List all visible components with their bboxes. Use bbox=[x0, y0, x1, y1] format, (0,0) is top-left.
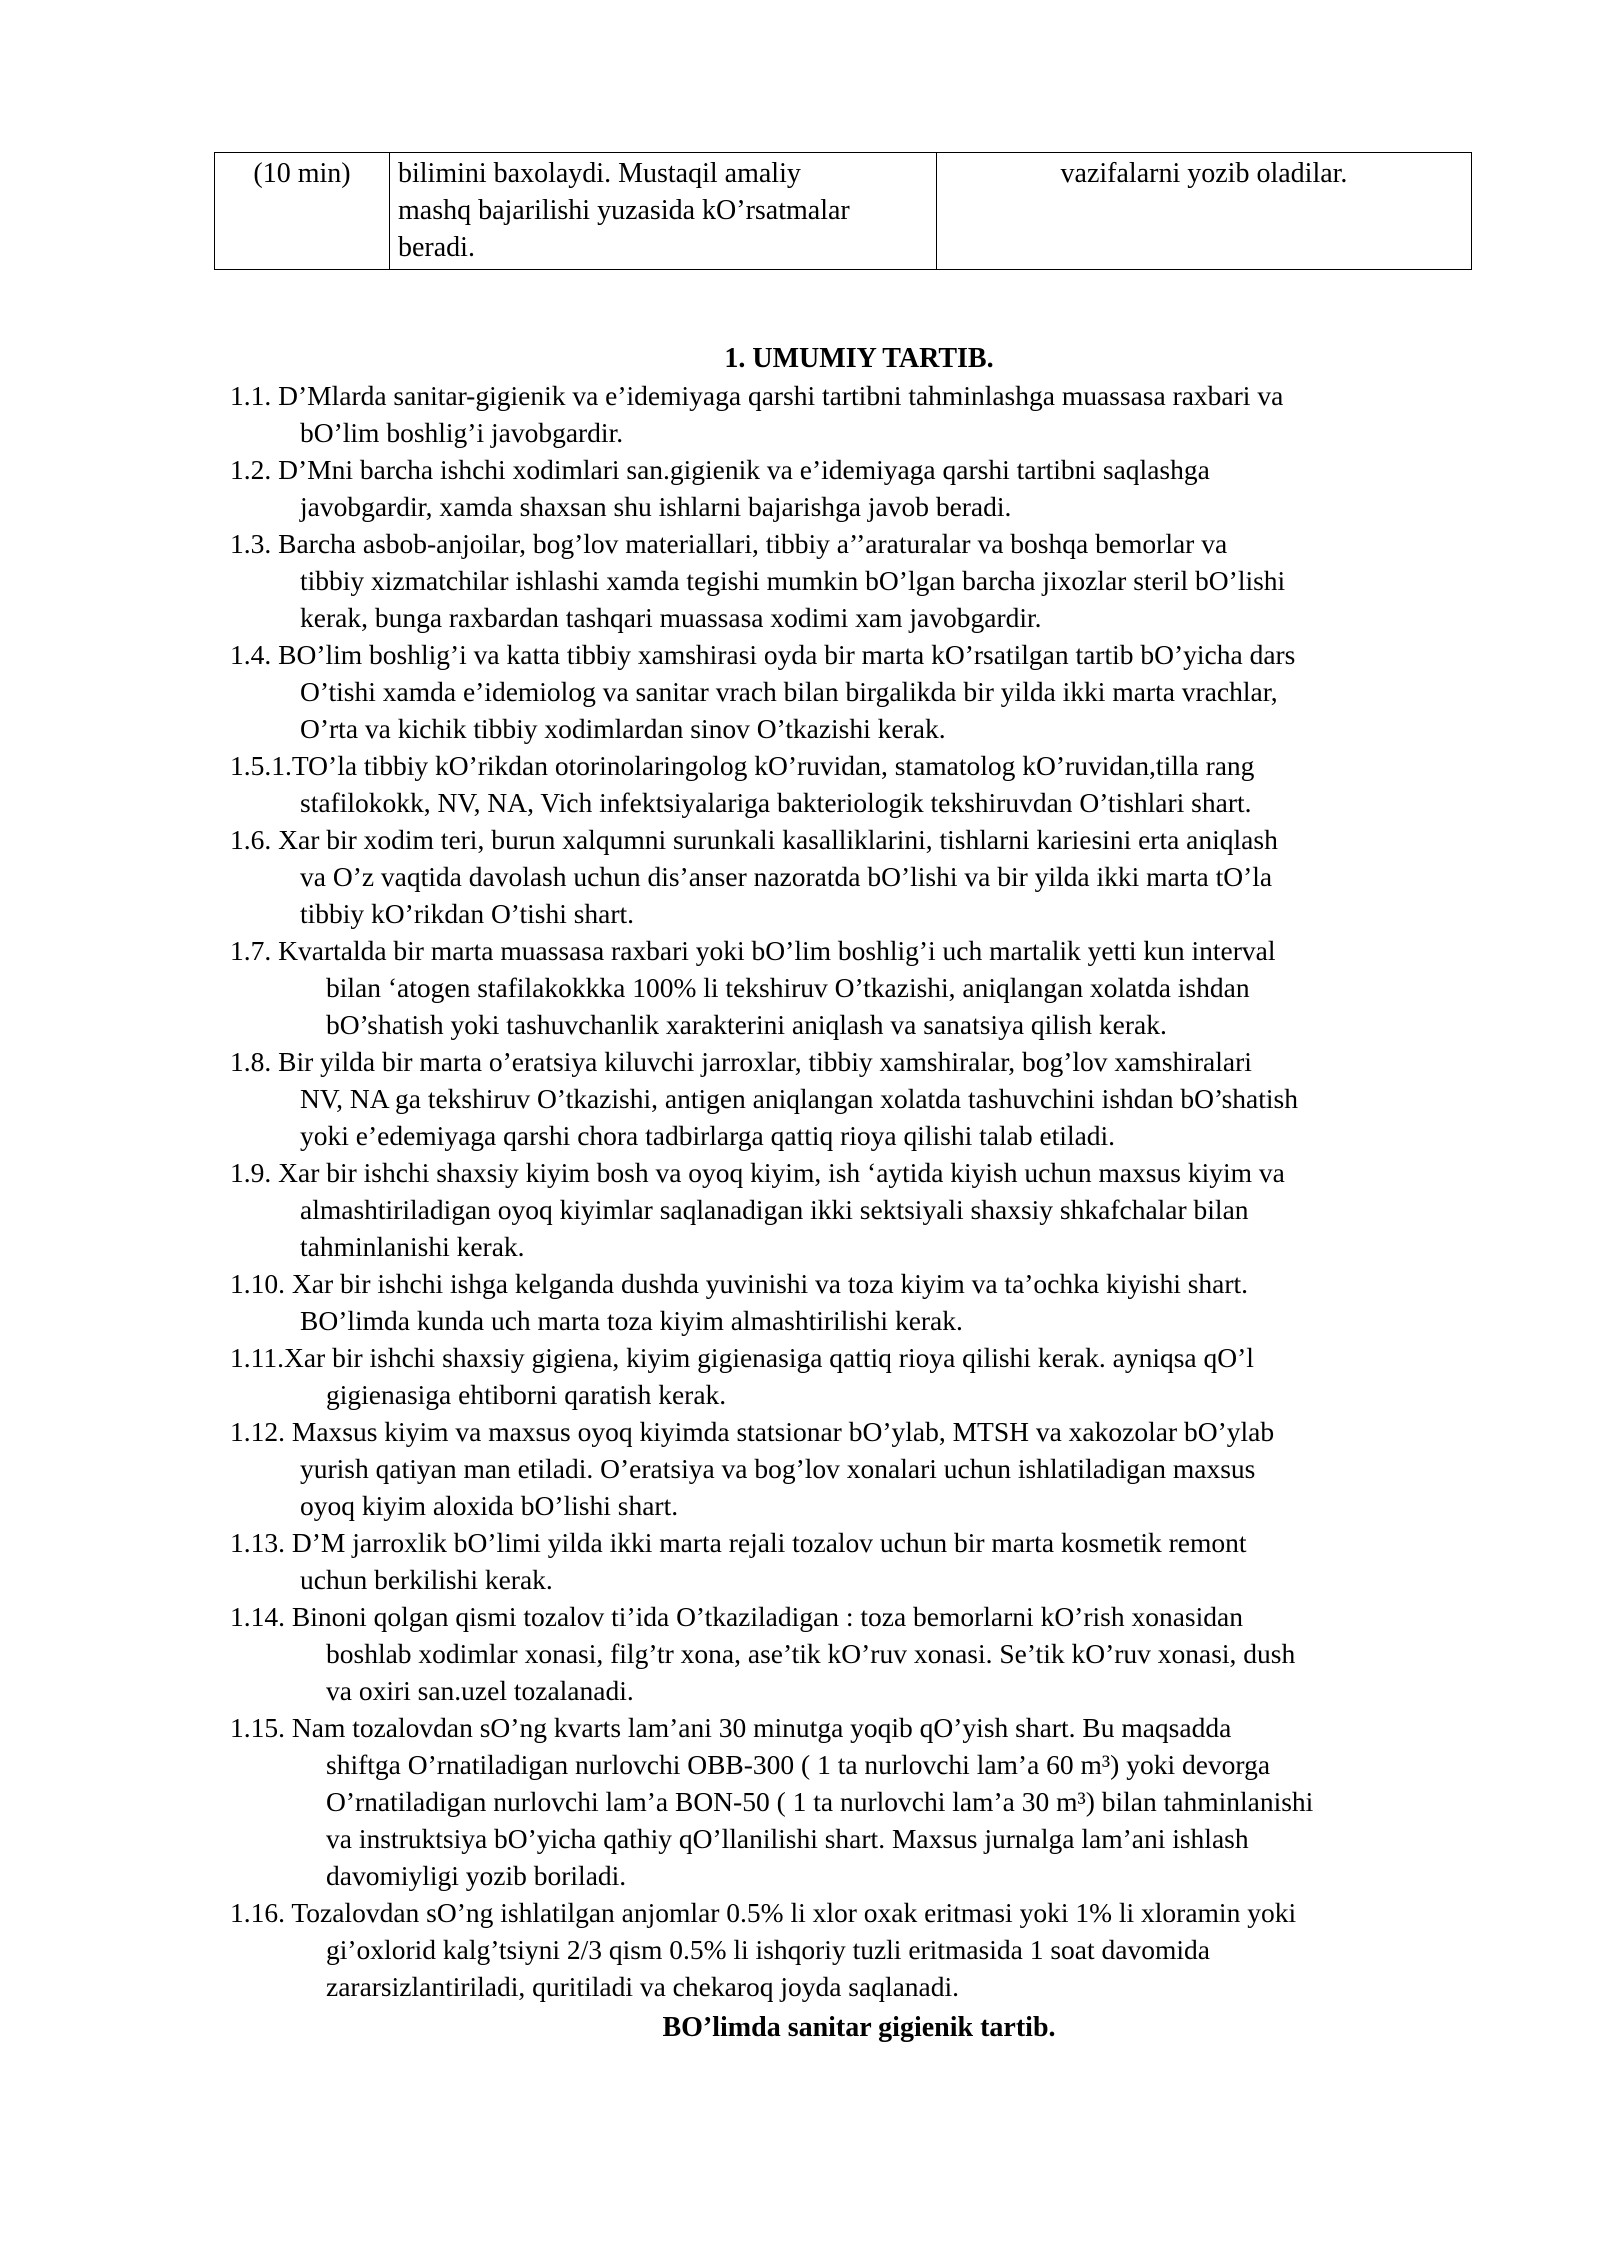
item-text: uchun berkilishi kerak. bbox=[300, 1564, 553, 1595]
list-item bbox=[230, 1709, 1530, 1894]
section-title: 1. UMUMIY TARTIB. bbox=[724, 343, 994, 374]
teacher-line: mashq bajarilishi yuzasida kO’rsatmalar bbox=[398, 195, 850, 226]
list-item bbox=[230, 525, 1530, 636]
item-text: Nam tozalovdan sO’ng kvarts lam’ani 30 minutga yoqib qO’yish shart. Bu maqsadda bbox=[291, 1712, 1232, 1743]
item-text: D’Mni barcha ishchi xodimlari san.gigienik va e’idemiyaga qarshi tartibni saqlashga bbox=[278, 454, 1210, 485]
item-number: 1.14. bbox=[230, 1601, 285, 1632]
table-row bbox=[215, 153, 1472, 270]
list-item bbox=[230, 1339, 1530, 1413]
item-text: va oxiri san.uzel tozalanadi. bbox=[326, 1675, 634, 1706]
item-text: bilan ‘atogen stafilakokkka 100% li tekshiruv O’tkazishi, aniqlangan xolatda ishdan bbox=[326, 972, 1250, 1003]
time-cell: (10 min) bbox=[215, 153, 390, 270]
item-text: tibbiy xizmatchilar ishlashi xamda tegishi mumkin bO’lgan barcha jixozlar steril bO’lishi bbox=[300, 565, 1286, 596]
item-text: Kvartalda bir marta muassasa raxbari yoki bO’lim boshlig’i uch martalik yetti kun interval bbox=[278, 935, 1276, 966]
item-text: shiftga O’rnatiladigan nurlovchi OBB-300 ( 1 ta nurlovchi lam’a 60 m³) yoki devorga bbox=[326, 1749, 1271, 1780]
item-text: bO’lim boshlig’i javobgardir. bbox=[300, 417, 624, 448]
item-text: Xar bir ishchi shaxsiy kiyim bosh va oyoq kiyim, ish ‘aytida kiyish uchun maxsus kiyim va bbox=[278, 1157, 1285, 1188]
item-text: zararsizlantiriladi, quritiladi va chekaroq joyda saqlanadi. bbox=[326, 1971, 960, 2002]
item-first-line bbox=[230, 1413, 1530, 1450]
item-text: Maxsus kiyim va maxsus oyoq kiyimda statsionar bO’ylab, MTSH va xakozolar bO’ylab bbox=[291, 1416, 1275, 1447]
item-first-line bbox=[230, 377, 1530, 414]
list-item bbox=[230, 932, 1530, 1043]
list-item bbox=[230, 636, 1530, 747]
item-text: kerak, bunga raxbardan tashqari muassasa xodimi xam javobgardir. bbox=[300, 602, 1042, 633]
item-text: oyoq kiyim aloxida bO’lishi shart. bbox=[300, 1490, 679, 1521]
item-first-line bbox=[230, 636, 1530, 673]
item-first-line bbox=[230, 932, 1530, 969]
item-first-line bbox=[230, 747, 1530, 784]
item-text: stafilokokk, NV, NA, Vich infektsiyalariga bakteriologik tekshiruvdan O’tishlari shart. bbox=[300, 787, 1252, 818]
list-item bbox=[230, 1154, 1530, 1265]
item-first-line bbox=[230, 1043, 1530, 1080]
teacher-line: beradi. bbox=[398, 232, 475, 263]
list-item bbox=[230, 1265, 1530, 1339]
item-text: D’Mlarda sanitar-gigienik va e’idemiyaga qarshi tartibni tahminlashga muassasa raxbari va bbox=[278, 380, 1284, 411]
lesson-plan-table bbox=[214, 152, 1472, 270]
item-text: Tozalovdan sO’ng ishlatilgan anjomlar 0.5% li xlor oxak eritmasi yoki 1% li xloramin yoki bbox=[291, 1897, 1297, 1928]
list-item bbox=[230, 1413, 1530, 1524]
item-first-line bbox=[230, 1524, 1530, 1561]
item-text: davomiyligi yozib boriladi. bbox=[326, 1860, 627, 1891]
item-number: 1.6. bbox=[230, 824, 272, 855]
item-text: tahminlanishi kerak. bbox=[300, 1231, 525, 1262]
item-text: yoki e’edemiyaga qarshi chora tadbirlarga qattiq rioya qilishi talab etiladi. bbox=[300, 1120, 1116, 1151]
item-text: javobgardir, xamda shaxsan shu ishlarni bajarishga javob beradi. bbox=[300, 491, 1012, 522]
item-number: 1.5.1. bbox=[230, 750, 292, 781]
item-first-line bbox=[230, 1339, 1530, 1376]
list-item bbox=[230, 377, 1530, 451]
item-number: 1.4. bbox=[230, 639, 272, 670]
item-first-line bbox=[230, 1894, 1530, 1931]
item-text: O’rnatiladigan nurlovchi lam’a BON-50 ( 1 ta nurlovchi lam’a 30 m³) bilan tahminlanishi bbox=[326, 1786, 1314, 1817]
item-text: BO’limda kunda uch marta toza kiyim almashtirilishi kerak. bbox=[300, 1305, 963, 1336]
teacher-activity-cell bbox=[390, 153, 937, 270]
item-first-line bbox=[230, 821, 1530, 858]
item-text: Barcha asbob-anjoilar, bog’lov materiallari, tibbiy a’’araturalar va boshqa bemorlar va bbox=[278, 528, 1228, 559]
item-text: gigienasiga ehtiborni qaratish kerak. bbox=[326, 1379, 727, 1410]
item-text: Xar bir xodim teri, burun xalqumni surunkali kasalliklarini, tishlarni kariesini erta aniqlash bbox=[278, 824, 1278, 855]
item-text: D’M jarroxlik bO’limi yilda ikki marta rejali tozalov uchun bir marta kosmetik remont bbox=[291, 1527, 1247, 1558]
item-number: 1.16. bbox=[230, 1897, 285, 1928]
list-item bbox=[230, 1894, 1530, 2005]
list-item bbox=[230, 821, 1530, 932]
item-number: 1.3. bbox=[230, 528, 272, 559]
item-text: O’rta va kichik tibbiy xodimlardan sinov O’tkazishi kerak. bbox=[300, 713, 946, 744]
list-item bbox=[230, 747, 1530, 821]
item-number: 1.2. bbox=[230, 454, 272, 485]
item-first-line bbox=[230, 1598, 1530, 1635]
item-number: 1.1. bbox=[230, 380, 272, 411]
item-first-line bbox=[230, 525, 1530, 562]
student-activity-cell: vazifalarni yozib oladilar. bbox=[937, 153, 1472, 270]
footer-heading: BO’limda sanitar gigienik tartib. bbox=[662, 2012, 1056, 2043]
item-first-line bbox=[230, 1709, 1530, 1746]
item-text: tibbiy kO’rikdan O’tishi shart. bbox=[300, 898, 635, 929]
item-text: TO’la tibbiy kO’rikdan otorinolaringolog kO’ruvidan, stamatolog kO’ruvidan,tilla rang bbox=[291, 750, 1255, 781]
item-text: NV, NA ga tekshiruv O’tkazishi, antigen aniqlangan xolatda tashuvchini ishdan bO’shatish bbox=[300, 1083, 1298, 1114]
item-text: gi’oxlorid kalg’tsiyni 2/3 qism 0.5% li ishqoriy tuzli eritmasida 1 soat davomida bbox=[326, 1934, 1210, 1965]
item-first-line bbox=[230, 451, 1530, 488]
item-text: BO’lim boshlig’i va katta tibbiy xamshirasi oyda bir marta kO’rsatilgan tartib bO’yicha dars bbox=[278, 639, 1296, 670]
rules-list bbox=[230, 377, 1530, 2005]
item-text: Xar bir ishchi shaxsiy gigiena, kiyim gigienasiga qattiq rioya qilishi kerak. ayniqsa qO’l bbox=[283, 1342, 1254, 1373]
item-number: 1.12. bbox=[230, 1416, 285, 1447]
item-first-line bbox=[230, 1154, 1530, 1191]
list-item bbox=[230, 1043, 1530, 1154]
item-text: bO’shatish yoki tashuvchanlik xarakterini aniqlash va sanatsiya qilish kerak. bbox=[326, 1009, 1167, 1040]
item-number: 1.13. bbox=[230, 1527, 285, 1558]
teacher-line: bilimini baxolaydi. Mustaqil amaliy bbox=[398, 158, 801, 189]
item-number: 1.8. bbox=[230, 1046, 272, 1077]
item-text: O’tishi xamda e’idemiolog va sanitar vrach bilan birgalikda bir yilda ikki marta vrachlar, bbox=[300, 676, 1278, 707]
item-text: almashtiriladigan oyoq kiyimlar saqlanadigan ikki sektsiyali shaxsiy shkafchalar bilan bbox=[300, 1194, 1249, 1225]
item-first-line bbox=[230, 1265, 1530, 1302]
item-text: boshlab xodimlar xonasi, filg’tr xona, ase’tik kO’ruv xonasi. Se’tik kO’ruv xonasi, dush bbox=[326, 1638, 1296, 1669]
item-text: Bir yilda bir marta o’eratsiya kiluvchi jarroxlar, tibbiy xamshiralar, bog’lov xamshiralari bbox=[278, 1046, 1252, 1077]
item-text: va instruktsiya bO’yicha qathiy qO’llanilishi shart. Maxsus jurnalga lam’ani ishlash bbox=[326, 1823, 1249, 1854]
item-number: 1.15. bbox=[230, 1712, 285, 1743]
item-number: 1.10. bbox=[230, 1268, 285, 1299]
item-text: va O’z vaqtida davolash uchun dis’anser nazoratda bO’lishi va bir yilda ikki marta tO’la bbox=[300, 861, 1273, 892]
list-item bbox=[230, 1598, 1530, 1709]
item-text: Binoni qolgan qismi tozalov ti’ida O’tkaziladigan : toza bemorlarni kO’rish xonasidan bbox=[291, 1601, 1243, 1632]
item-text: yurish qatiyan man etiladi. O’eratsiya va bog’lov xonalari uchun ishlatiladigan maxsus bbox=[300, 1453, 1256, 1484]
list-item bbox=[230, 1524, 1530, 1598]
list-item bbox=[230, 451, 1530, 525]
item-text: Xar bir ishchi ishga kelganda dushda yuvinishi va toza kiyim va ta’ochka kiyishi shart. bbox=[291, 1268, 1249, 1299]
item-number: 1.9. bbox=[230, 1157, 272, 1188]
item-number: 1.7. bbox=[230, 935, 272, 966]
item-number: 1.11. bbox=[230, 1342, 284, 1373]
